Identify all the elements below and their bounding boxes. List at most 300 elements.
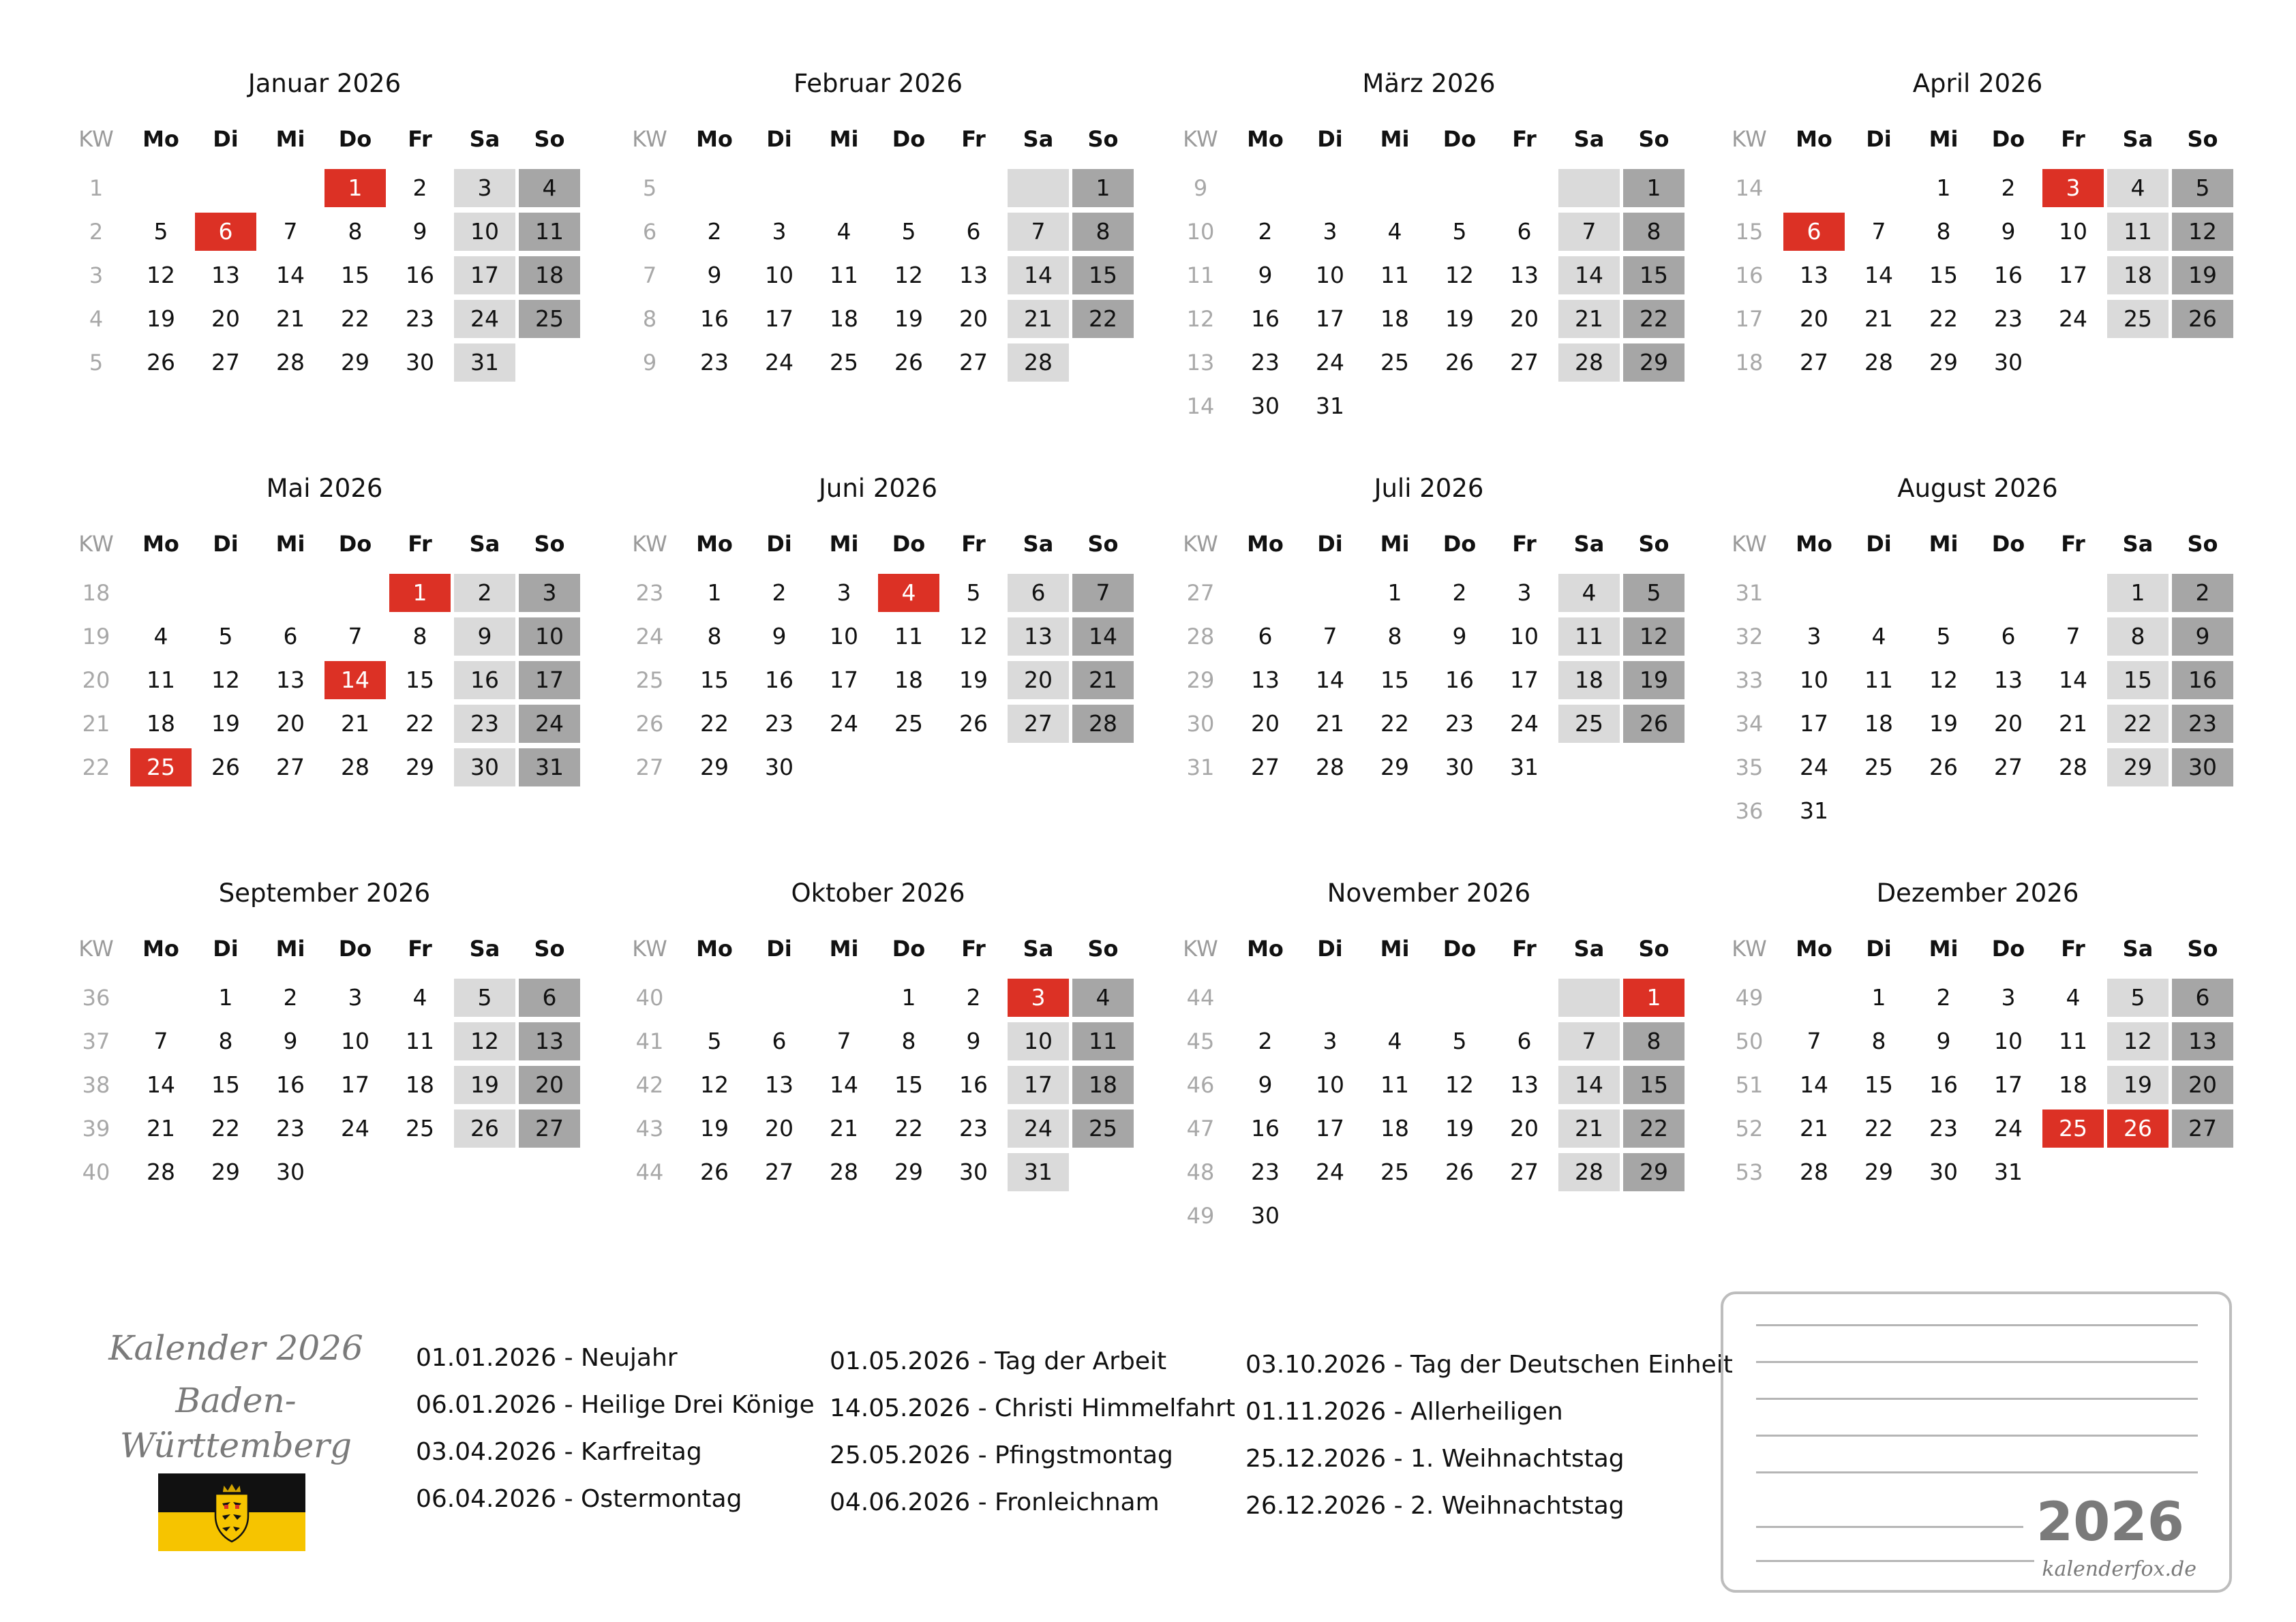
day-cell: 21 [1558, 1110, 1620, 1148]
day-cell: 9 [412, 218, 427, 245]
day-cell: 23 [765, 710, 794, 737]
day-cell: 3 [1008, 979, 1069, 1017]
weekday-header: Do [1442, 126, 1477, 152]
day-cell: 28 [1072, 705, 1134, 743]
day-cell: 8 [218, 1028, 233, 1054]
day-cell: 18 [2059, 1071, 2087, 1098]
day-cell: 25 [2042, 1110, 2104, 1148]
day-cell: 9 [707, 262, 722, 288]
day-cell: 2 [412, 174, 427, 201]
week-number-header: KW [632, 936, 667, 962]
week-number: 18 [82, 580, 110, 606]
weekday-header: Di [1317, 936, 1343, 962]
day-cell: 6 [966, 218, 981, 245]
day-cell: 15 [211, 1071, 240, 1098]
day-cell: 17 [1510, 667, 1539, 693]
day-cell: 27 [276, 754, 305, 780]
weekday-header: Mo [1796, 531, 1832, 557]
day-cell: 30 [454, 748, 515, 786]
day-cell: 17 [765, 305, 794, 332]
weekday-header: Mi [1929, 936, 1959, 962]
day-cell: 4 [836, 218, 851, 245]
day-cell: 8 [412, 623, 427, 649]
month-title: März 2026 [1362, 69, 1496, 98]
day-cell: 1 [1936, 174, 1951, 201]
weekday-header: So [2187, 126, 2218, 152]
day-cell: 19 [2172, 256, 2233, 294]
weekday-header: Di [1866, 531, 1892, 557]
weekday-header: Mi [1929, 531, 1959, 557]
weekday-header: Sa [1023, 126, 1054, 152]
day-cell: 6 [1008, 574, 1069, 612]
day-cell: 10 [341, 1028, 369, 1054]
day-cell: 1 [1623, 169, 1685, 207]
day-cell: 16 [1251, 305, 1280, 332]
day-cell: 16 [2172, 661, 2233, 699]
note-line [1756, 1560, 2034, 1562]
day-cell: 10 [454, 213, 515, 251]
day-cell: 25 [894, 710, 923, 737]
day-cell: 21 [1008, 300, 1069, 338]
day-cell: 9 [1258, 1071, 1273, 1098]
state-name: Baden-Württemberg [119, 1381, 352, 1465]
day-cell: 31 [1510, 754, 1539, 780]
weekday-header: Do [892, 936, 926, 962]
week-number-header: KW [1732, 936, 1767, 962]
weekday-header: Mi [275, 936, 305, 962]
weekday-header: Di [1866, 126, 1892, 152]
weekday-header: Do [1991, 126, 2025, 152]
weekday-header: Sa [1023, 936, 1054, 962]
week-number: 14 [1186, 393, 1215, 419]
day-cell: 15 [341, 262, 369, 288]
day-cell: 11 [1380, 262, 1409, 288]
note-line [1756, 1324, 2198, 1326]
holiday-entry: 01.11.2026 - Allerheiligen [1245, 1398, 1563, 1426]
week-number-header: KW [1183, 936, 1218, 962]
week-number: 8 [642, 306, 657, 332]
month-title: September 2026 [218, 878, 431, 908]
day-cell: 17 [830, 667, 858, 693]
day-cell: 16 [1445, 667, 1474, 693]
day-cell: 1 [1387, 579, 1402, 606]
day-cell: 27 [959, 349, 988, 376]
day-cell: 6 [1517, 1028, 1532, 1054]
day-cell: 6 [1783, 213, 1845, 251]
day-cell: 14 [1864, 262, 1893, 288]
day-cell: 22 [1929, 305, 1958, 332]
day-cell: 30 [765, 754, 794, 780]
day-cell: 30 [406, 349, 434, 376]
day-cell: 18 [894, 667, 923, 693]
weekday-header: Sa [1573, 936, 1605, 962]
day-cell: 29 [1864, 1159, 1893, 1185]
day-cell: 6 [2001, 623, 2016, 649]
day-cell: 21 [1072, 661, 1134, 699]
day-cell: 10 [519, 617, 580, 656]
day-cell: 20 [1008, 661, 1069, 699]
day-cell: 27 [1510, 349, 1539, 376]
day-cell: 12 [147, 262, 175, 288]
day-cell: 26 [700, 1159, 729, 1185]
day-cell: 27 [1800, 349, 1828, 376]
day-cell: 22 [1072, 300, 1134, 338]
day-cell: 13 [1510, 1071, 1539, 1098]
week-number: 22 [82, 754, 110, 780]
day-cell: 2 [707, 218, 722, 245]
day-cell: 28 [830, 1159, 858, 1185]
day-cell: 18 [147, 710, 175, 737]
day-cell: 1 [1623, 979, 1685, 1017]
day-cell: 31 [519, 748, 580, 786]
day-cell: 5 [901, 218, 916, 245]
weekday-header: Di [766, 936, 792, 962]
day-cell: 20 [765, 1115, 794, 1142]
day-cell: 20 [1251, 710, 1280, 737]
empty-weekend-cell [1558, 979, 1620, 1017]
week-number: 7 [642, 262, 657, 288]
weekday-header: Sa [2122, 126, 2154, 152]
day-cell: 7 [348, 623, 363, 649]
day-cell: 29 [1929, 349, 1958, 376]
day-cell: 25 [130, 748, 192, 786]
day-cell: 12 [2172, 213, 2233, 251]
day-cell: 8 [348, 218, 363, 245]
day-cell: 9 [1936, 1028, 1951, 1054]
weekday-header: Mi [1380, 936, 1410, 962]
day-cell: 3 [1323, 1028, 1338, 1054]
week-number: 37 [82, 1028, 110, 1054]
weekday-header: Mo [1796, 936, 1832, 962]
day-cell: 13 [1251, 667, 1280, 693]
empty-weekend-cell [1008, 169, 1069, 207]
week-number-header: KW [1732, 531, 1767, 557]
week-number: 5 [89, 350, 104, 376]
holiday-entry: 04.06.2026 - Fronleichnam [830, 1488, 1160, 1516]
day-cell: 26 [1623, 705, 1685, 743]
day-cell: 17 [341, 1071, 369, 1098]
day-cell: 9 [966, 1028, 981, 1054]
day-cell: 15 [1623, 256, 1685, 294]
weekday-header: Mo [1796, 126, 1832, 152]
weekday-header: Fr [408, 126, 432, 152]
day-cell: 1 [324, 169, 386, 207]
holiday-entry: 14.05.2026 - Christi Himmelfahrt [830, 1394, 1235, 1422]
holiday-entry: 25.12.2026 - 1. Weihnachtstag [1245, 1445, 1625, 1473]
day-cell: 6 [1517, 218, 1532, 245]
day-cell: 23 [1251, 1159, 1280, 1185]
day-cell: 22 [2107, 705, 2169, 743]
day-cell: 22 [700, 710, 729, 737]
weekday-header: So [534, 126, 565, 152]
weekday-header: Fr [961, 531, 986, 557]
day-cell: 26 [1445, 349, 1474, 376]
day-cell: 16 [406, 262, 434, 288]
weekday-header: So [1638, 936, 1670, 962]
day-cell: 8 [1072, 213, 1134, 251]
day-cell: 19 [2107, 1066, 2169, 1104]
day-cell: 19 [147, 305, 175, 332]
day-cell: 11 [1864, 667, 1893, 693]
week-number-header: KW [1732, 126, 1767, 152]
week-number: 9 [642, 350, 657, 376]
day-cell: 18 [830, 305, 858, 332]
day-cell: 29 [1623, 343, 1685, 382]
weekday-header: Di [213, 531, 239, 557]
day-cell: 19 [1445, 305, 1474, 332]
week-number-header: KW [78, 126, 114, 152]
day-cell: 14 [1558, 1066, 1620, 1104]
day-cell: 9 [283, 1028, 298, 1054]
day-cell: 25 [830, 349, 858, 376]
week-number: 36 [82, 985, 110, 1011]
day-cell: 10 [1510, 623, 1539, 649]
day-cell: 25 [2107, 300, 2169, 338]
month-title: Juni 2026 [818, 474, 937, 503]
day-cell: 29 [894, 1159, 923, 1185]
day-cell: 10 [830, 623, 858, 649]
day-cell: 5 [454, 979, 515, 1017]
day-cell: 6 [283, 623, 298, 649]
week-number: 13 [1186, 350, 1215, 376]
day-cell: 9 [2001, 218, 2016, 245]
day-cell: 11 [406, 1028, 434, 1054]
weekday-header: Fr [2061, 936, 2085, 962]
day-cell: 31 [454, 343, 515, 382]
day-cell: 15 [1929, 262, 1958, 288]
holiday-entry: 06.01.2026 - Heilige Drei Könige [416, 1391, 815, 1419]
day-cell: 29 [1380, 754, 1409, 780]
day-cell: 16 [765, 667, 794, 693]
day-cell: 12 [211, 667, 240, 693]
weekday-header: Mo [696, 531, 733, 557]
day-cell: 21 [1558, 300, 1620, 338]
day-cell: 6 [772, 1028, 787, 1054]
empty-weekend-cell [1558, 169, 1620, 207]
day-cell: 27 [519, 1110, 580, 1148]
day-cell: 25 [1380, 349, 1409, 376]
day-cell: 16 [700, 305, 729, 332]
holiday-entry: 03.04.2026 - Karfreitag [416, 1438, 702, 1466]
day-cell: 24 [1510, 710, 1539, 737]
day-cell: 15 [700, 667, 729, 693]
day-cell: 3 [836, 579, 851, 606]
week-number-header: KW [632, 531, 667, 557]
weekday-header: Mi [1380, 126, 1410, 152]
day-cell: 28 [1558, 343, 1620, 382]
day-cell: 18 [1864, 710, 1893, 737]
weekday-header: Di [1317, 531, 1343, 557]
weekday-header: Fr [408, 936, 432, 962]
day-cell: 31 [1008, 1153, 1069, 1191]
week-number: 44 [1186, 985, 1215, 1011]
day-cell: 7 [2066, 623, 2081, 649]
day-cell: 21 [1316, 710, 1344, 737]
day-cell: 7 [153, 1028, 168, 1054]
day-cell: 26 [454, 1110, 515, 1148]
day-cell: 4 [2066, 984, 2081, 1011]
weekday-header: Do [1442, 936, 1477, 962]
day-cell: 27 [1251, 754, 1280, 780]
day-cell: 8 [1387, 623, 1402, 649]
week-number: 24 [635, 624, 664, 649]
day-cell: 2 [283, 984, 298, 1011]
weekday-header: Do [1991, 936, 2025, 962]
weekday-header: Mi [829, 126, 859, 152]
holiday-entry: 01.05.2026 - Tag der Arbeit [830, 1347, 1167, 1375]
day-cell: 14 [1558, 256, 1620, 294]
weekday-header: Sa [1573, 126, 1605, 152]
day-cell: 4 [878, 574, 939, 612]
day-cell: 7 [1558, 1022, 1620, 1060]
weekday-header: Mo [142, 126, 179, 152]
week-number-header: KW [632, 126, 667, 152]
day-cell: 6 [2172, 979, 2233, 1017]
month-title: Dezember 2026 [1876, 878, 2079, 908]
week-number: 44 [635, 1159, 664, 1185]
day-cell: 26 [2107, 1110, 2169, 1148]
day-cell: 13 [1510, 262, 1539, 288]
day-cell: 27 [2172, 1110, 2233, 1148]
day-cell: 3 [1807, 623, 1822, 649]
day-cell: 24 [765, 349, 794, 376]
day-cell: 12 [1929, 667, 1958, 693]
month-title: August 2026 [1897, 474, 2058, 503]
day-cell: 28 [276, 349, 305, 376]
weekday-header: So [1087, 936, 1119, 962]
day-cell: 20 [211, 305, 240, 332]
week-number: 51 [1735, 1072, 1764, 1098]
day-cell: 23 [959, 1115, 988, 1142]
day-cell: 30 [1929, 1159, 1958, 1185]
week-number: 33 [1735, 667, 1764, 693]
day-cell: 19 [1623, 661, 1685, 699]
weekday-header: Fr [1512, 531, 1537, 557]
day-cell: 9 [1452, 623, 1467, 649]
day-cell: 19 [1445, 1115, 1474, 1142]
day-cell: 5 [2172, 169, 2233, 207]
week-number: 4 [89, 306, 104, 332]
day-cell: 2 [2172, 574, 2233, 612]
week-number: 42 [635, 1072, 664, 1098]
day-cell: 21 [830, 1115, 858, 1142]
week-number: 34 [1735, 711, 1764, 737]
weekday-header: So [1087, 531, 1119, 557]
day-cell: 5 [1936, 623, 1951, 649]
day-cell: 29 [700, 754, 729, 780]
week-number: 31 [1735, 580, 1764, 606]
day-cell: 5 [153, 218, 168, 245]
day-cell: 11 [519, 213, 580, 251]
day-cell: 13 [519, 1022, 580, 1060]
day-cell: 31 [1316, 393, 1344, 419]
day-cell: 22 [1623, 1110, 1685, 1148]
weekday-header: Do [1991, 531, 2025, 557]
day-cell: 19 [700, 1115, 729, 1142]
day-cell: 11 [894, 623, 923, 649]
weekday-header: Fr [408, 531, 432, 557]
day-cell: 3 [348, 984, 363, 1011]
day-cell: 17 [454, 256, 515, 294]
week-number: 21 [82, 711, 110, 737]
day-cell: 9 [454, 617, 515, 656]
weekday-header: Do [1442, 531, 1477, 557]
day-cell: 28 [1558, 1153, 1620, 1191]
day-cell: 11 [2107, 213, 2169, 251]
day-cell: 1 [901, 984, 916, 1011]
day-cell: 28 [1008, 343, 1069, 382]
weekday-header: Mi [829, 531, 859, 557]
day-cell: 25 [406, 1115, 434, 1142]
day-cell: 3 [1517, 579, 1532, 606]
day-cell: 17 [519, 661, 580, 699]
note-line [1756, 1435, 2198, 1437]
week-number: 12 [1186, 306, 1215, 332]
day-cell: 26 [147, 349, 175, 376]
day-cell: 22 [894, 1115, 923, 1142]
day-cell: 29 [341, 349, 369, 376]
weekday-header: So [1638, 126, 1670, 152]
calendar-title: Kalender 2026 [108, 1328, 363, 1368]
week-number: 14 [1735, 175, 1764, 201]
week-number: 43 [635, 1116, 664, 1142]
day-cell: 20 [2172, 1066, 2233, 1104]
day-cell: 27 [765, 1159, 794, 1185]
holiday-entry: 03.10.2026 - Tag der Deutschen Einheit [1245, 1351, 1733, 1379]
day-cell: 7 [1008, 213, 1069, 251]
day-cell: 14 [830, 1071, 858, 1098]
day-cell: 9 [1258, 262, 1273, 288]
day-cell: 6 [519, 979, 580, 1017]
day-cell: 18 [2107, 256, 2169, 294]
day-cell: 13 [1008, 617, 1069, 656]
day-cell: 14 [1072, 617, 1134, 656]
day-cell: 3 [1323, 218, 1338, 245]
day-cell: 13 [276, 667, 305, 693]
weekday-header: Fr [2061, 531, 2085, 557]
weekday-header: Mi [1929, 126, 1959, 152]
day-cell: 16 [1251, 1115, 1280, 1142]
weekday-header: Di [1317, 126, 1343, 152]
weekday-header: So [2187, 531, 2218, 557]
day-cell: 31 [1800, 797, 1828, 824]
day-cell: 19 [959, 667, 988, 693]
day-cell: 15 [1864, 1071, 1893, 1098]
day-cell: 24 [830, 710, 858, 737]
weekday-header: So [1638, 531, 1670, 557]
day-cell: 15 [1380, 667, 1409, 693]
weekday-header: So [534, 531, 565, 557]
week-number: 47 [1186, 1116, 1215, 1142]
day-cell: 14 [324, 661, 386, 699]
weekday-header: Do [338, 126, 372, 152]
day-cell: 8 [2107, 617, 2169, 656]
day-cell: 26 [1929, 754, 1958, 780]
day-cell: 13 [959, 262, 988, 288]
day-cell: 30 [1251, 1202, 1280, 1229]
day-cell: 24 [519, 705, 580, 743]
day-cell: 14 [147, 1071, 175, 1098]
state-flag [158, 1473, 305, 1551]
day-cell: 5 [1452, 1028, 1467, 1054]
day-cell: 26 [959, 710, 988, 737]
day-cell: 4 [519, 169, 580, 207]
day-cell: 20 [1994, 710, 2023, 737]
day-cell: 1 [1072, 169, 1134, 207]
weekday-header: Mo [1247, 126, 1284, 152]
day-cell: 2 [772, 579, 787, 606]
day-cell: 1 [218, 984, 233, 1011]
